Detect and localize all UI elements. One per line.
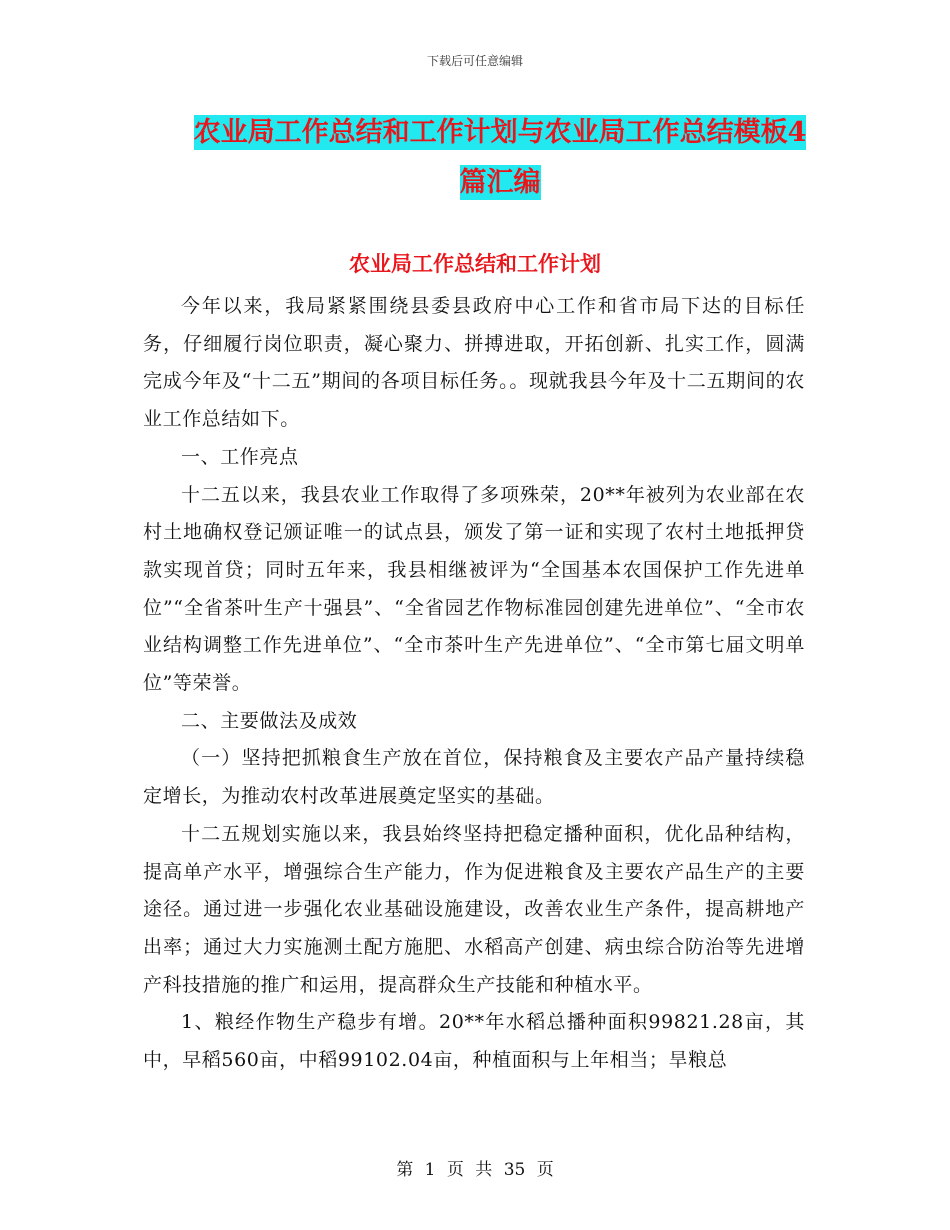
- heading-methods: 二、主要做法及成效: [181, 709, 358, 732]
- document-title: [140, 108, 860, 208]
- document-title-line2: 篇汇编: [459, 167, 541, 198]
- paragraph-highlights: 十二五以来，我县农业工作取得了多项殊荣，20**年被列为农业部在农村土地确权登记颁证唯一的试点县，颁发了第一证和实现了农村土地抵押贷款实现首贷；同时五年来，我县相继被评为“全国基本农国保护工作先进单位”“全省茶叶生产十强县”、“全省园艺作物标准园创建先进单位”、“全市农业结构调整工作先进单位”、“全市茶叶生产先进单位”、“全市第七届文明单位”等荣誉。: [143, 483, 805, 695]
- document-title-line1: 农业局工作总结和工作计划与农业局工作总结模板4: [193, 117, 807, 148]
- header-note: 下载后可任意编辑: [426, 54, 523, 68]
- heading-highlights: 一、工作亮点: [181, 445, 299, 468]
- paragraph-grain: 十二五规划实施以来，我县始终坚持把稳定播种面积，优化品种结构，提高单产水平，增强综合生产能力，作为促进粮食及主要农产品生产的主要途径。通过进一步强化农业基础设施建设，改善农业生产条件，提高耕地产出率；通过大力实施测土配方施肥、水稻高产创建、病虫综合防治等先进增产科技措施的推广和运用，提高群众生产技能和种植水平。: [143, 822, 805, 996]
- document-body: [143, 288, 805, 1080]
- paragraph-intro: 今年以来，我局紧紧围绕县委县政府中心工作和省市局下达的目标任务，仔细履行岗位职责，凝心聚力、拼搏进取，开拓创新、扎实工作，圆满完成今年及“十二五”期间的各项目标任务。。现就我县今年及十二五期间的农业工作总结如下。: [143, 295, 805, 431]
- section-title: 农业局工作总结和工作计划: [349, 251, 601, 276]
- page-footer: 第 1 页 共 35 页: [396, 1160, 554, 1180]
- paragraph-crops: 1、粮经作物生产稳步有增。20**年水稻总播种面积99821.28亩，其中，早稻560亩，中稻99102.04亩，种植面积与上年相当；旱粮总: [143, 1011, 805, 1072]
- subheading-grain: （一）坚持把抓粮食生产放在首位，保持粮食及主要农产品产量持续稳定增长，为推动农村改革进展奠定坚实的基础。: [143, 747, 805, 808]
